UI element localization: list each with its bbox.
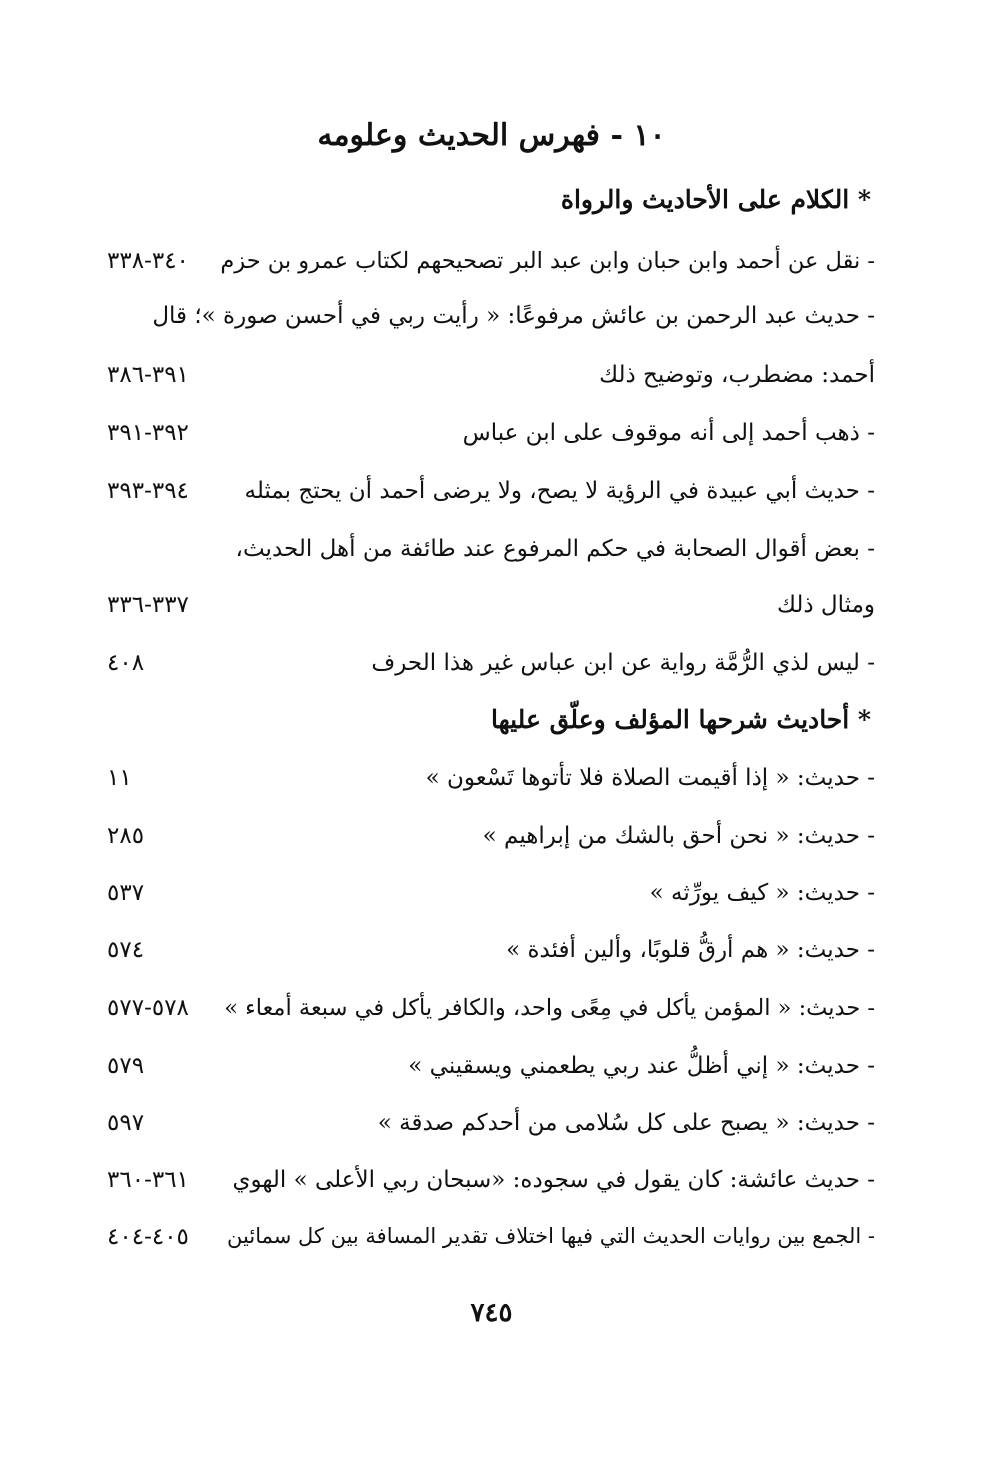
entry-pages: ٤٠٨ <box>107 650 145 676</box>
entry-text: أحمد: مضطرب، وتوضيح ذلك <box>599 362 875 388</box>
entry-pages: ٥٧٨-٥٧٧ <box>107 995 189 1021</box>
entry-pages: ٥٩٧ <box>107 1110 145 1136</box>
entry-text: - حديث: « هم أرقُّ قلوبًا، وألين أفئدة » <box>506 937 875 963</box>
entry-text: - حديث: « إذا أقيمت الصلاة فلا تأتوها تَسْعون » <box>425 765 875 791</box>
section-heading-narrators: * الكلام على الأحاديث والرواة <box>560 185 871 214</box>
entry-text: - حديث: « نحن أحق بالشك من إبراهيم » <box>482 823 875 849</box>
list-item <box>95 478 875 518</box>
entry-text: - حديث: « كيف يورِّثه » <box>649 880 875 906</box>
list-item <box>95 248 875 288</box>
list-item <box>95 303 875 343</box>
list-item <box>95 420 875 460</box>
entry-text: - نقل عن أحمد وابن حبان وابن عبد البر تصحيحهم لكتاب عمرو بن حزم <box>220 248 875 274</box>
entry-pages: ٣٩٢-٣٩١ <box>107 420 189 446</box>
entry-text: - بعض أقوال الصحابة في حكم المرفوع عند طائفة من أهل الحديث، <box>235 536 875 562</box>
entry-pages: ٣٤٠-٣٣٨ <box>107 248 189 274</box>
entry-text: ومثال ذلك <box>776 592 875 618</box>
list-item <box>95 823 875 863</box>
entry-pages: ١١ <box>107 765 132 791</box>
list-item <box>95 1053 875 1093</box>
list-item <box>95 1167 875 1207</box>
entry-text: - حديث: « المؤمن يأكل في مِعًى واحد، والكافر يأكل في سبعة أمعاء » <box>224 995 875 1021</box>
entry-pages: ٣٩٤-٣٩٣ <box>107 478 189 504</box>
entry-text: - حديث عائشة: كان يقول في سجوده: «سبحان ربي الأعلى » الهوي <box>232 1167 875 1193</box>
entry-pages: ٢٨٥ <box>107 823 145 849</box>
entry-pages: ٣٩١-٣٨٦ <box>107 362 189 388</box>
list-item <box>95 765 875 805</box>
list-item <box>95 1110 875 1150</box>
list-item <box>95 536 875 576</box>
section-heading-explained-hadiths: * أحاديث شرحها المؤلف وعلّق عليها <box>490 705 871 734</box>
entry-text: - الجمع بين روايات الحديث التي فيها اختلاف تقدير المسافة بين كل سمائين <box>227 1224 875 1248</box>
entry-text: - حديث: « يصبح على كل سُلامى من أحدكم صدقة » <box>377 1110 875 1136</box>
page-number: ٧٤٥ <box>470 1298 513 1328</box>
entry-text: - حديث: « إني أظلُّ عند ربي يطعمني ويسقيني » <box>408 1053 875 1079</box>
entry-pages: ٤٠٥-٤٠٤ <box>107 1224 189 1250</box>
entry-text: - ذهب أحمد إلى أنه موقوف على ابن عباس <box>462 420 875 446</box>
entry-pages: ٥٧٤ <box>107 937 145 963</box>
list-item <box>95 362 875 402</box>
entry-pages: ٥٧٩ <box>107 1053 145 1079</box>
entry-text: - ليس لذي الرُّمَّة رواية عن ابن عباس غير هذا الحرف <box>371 650 875 676</box>
list-item <box>95 592 875 632</box>
list-item <box>95 1224 875 1264</box>
list-item <box>95 937 875 977</box>
list-item <box>95 880 875 920</box>
list-item <box>95 995 875 1035</box>
list-item <box>95 650 875 690</box>
entry-pages: ٣٦١-٣٦٠ <box>107 1167 189 1193</box>
entry-text: - حديث عبد الرحمن بن عائش مرفوعًا: « رأيت ربي في أحسن صورة »؛ قال <box>152 303 875 329</box>
entry-pages: ٣٣٧-٣٣٦ <box>107 592 189 618</box>
entry-text: - حديث أبي عبيدة في الرؤية لا يصح، ولا يرضى أحمد أن يحتج بمثله <box>244 478 875 504</box>
entry-pages: ٥٣٧ <box>107 880 145 906</box>
page-title: ١٠ - فهرس الحديث وعلومه <box>317 118 666 153</box>
